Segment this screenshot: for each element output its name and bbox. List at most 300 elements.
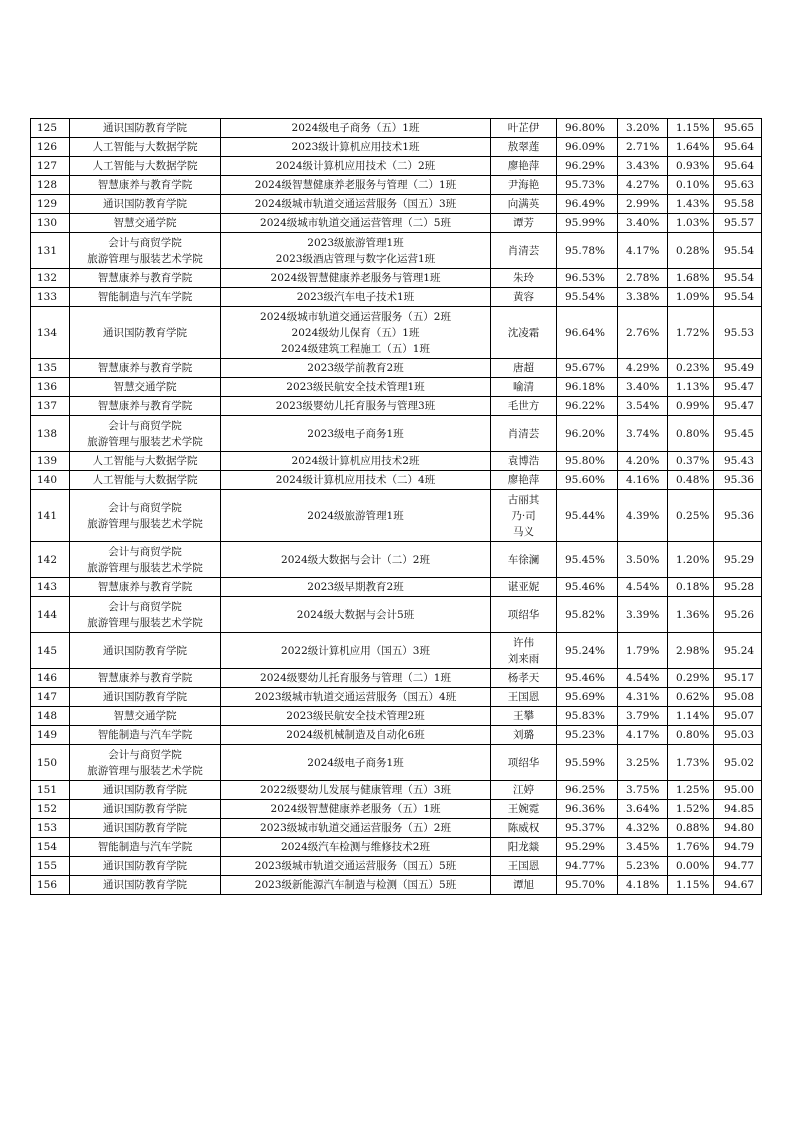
score-cell: 94.80 xyxy=(714,819,762,838)
teacher-name-cell xyxy=(491,288,557,307)
class-cell xyxy=(221,633,491,669)
teacher-name-cell-line: 王国恩 xyxy=(507,860,540,872)
rate-3-cell: 1.68% xyxy=(668,269,714,288)
rate-1-cell: 96.22% xyxy=(557,397,618,416)
rate-2-cell: 3.39% xyxy=(618,597,668,633)
rate-1-cell: 95.83% xyxy=(557,707,618,726)
college-cell-line: 人工智能与大数据学院 xyxy=(92,160,198,172)
score-cell: 95.49 xyxy=(714,359,762,378)
teacher-name-cell xyxy=(491,359,557,378)
class-cell xyxy=(221,857,491,876)
college-cell-line: 会计与商贸学院 xyxy=(108,545,182,558)
college-cell xyxy=(70,857,221,876)
score-cell: 95.00 xyxy=(714,781,762,800)
college-cell-line: 人工智能与大数据学院 xyxy=(92,141,198,153)
teacher-name-cell xyxy=(491,707,557,726)
teacher-name-cell xyxy=(491,688,557,707)
college-cell xyxy=(70,452,221,471)
teacher-name-cell xyxy=(491,416,557,452)
rate-1-cell: 95.37% xyxy=(557,819,618,838)
teacher-name-cell-line: 阳龙燚 xyxy=(507,841,540,853)
score-cell: 95.17 xyxy=(714,669,762,688)
rate-2-cell: 3.79% xyxy=(618,707,668,726)
class-cell-line: 2024级智慧健康养老服务与管理1班 xyxy=(270,272,441,284)
teacher-name-cell xyxy=(491,597,557,633)
college-cell-line: 智慧交通学院 xyxy=(113,710,177,722)
college-cell-line: 智慧交通学院 xyxy=(113,217,177,229)
score-cell: 95.54 xyxy=(714,288,762,307)
teacher-name-cell xyxy=(491,307,557,359)
college-cell-line: 智能制造与汽车学院 xyxy=(97,841,193,853)
college-cell-line: 智慧康养与教育学院 xyxy=(97,272,193,284)
score-cell: 95.54 xyxy=(714,233,762,269)
college-cell xyxy=(70,745,221,781)
rank-cell: 127 xyxy=(31,157,70,176)
rate-1-cell: 95.46% xyxy=(557,669,618,688)
class-cell xyxy=(221,597,491,633)
class-cell xyxy=(221,157,491,176)
college-cell-line: 会计与商贸学院 xyxy=(108,419,182,432)
teacher-name-cell xyxy=(491,233,557,269)
score-cell: 95.36 xyxy=(714,471,762,490)
college-cell-line: 会计与商贸学院 xyxy=(108,501,182,514)
class-cell-line: 2023级新能源汽车制造与检测（国五）5班 xyxy=(254,879,457,891)
teacher-name-cell-line: 敖翠莲 xyxy=(507,141,540,153)
class-cell-line: 2023级酒店管理与数字化运营1班 xyxy=(275,252,436,265)
class-cell-line: 2024级旅游管理1班 xyxy=(307,509,404,522)
score-cell: 94.79 xyxy=(714,838,762,857)
class-cell xyxy=(221,669,491,688)
rate-2-cell: 5.23% xyxy=(618,857,668,876)
table-row xyxy=(31,138,762,157)
table-row xyxy=(31,214,762,233)
rate-1-cell: 95.24% xyxy=(557,633,618,669)
rank-cell: 145 xyxy=(31,633,70,669)
class-cell-line: 2024级婴幼儿托育服务与管理（二）1班 xyxy=(260,672,451,684)
teacher-name-cell-line: 袁博浩 xyxy=(507,455,540,467)
rank-cell: 140 xyxy=(31,471,70,490)
college-cell xyxy=(70,176,221,195)
table-row xyxy=(31,176,762,195)
teacher-name-cell xyxy=(491,542,557,578)
rank-cell: 152 xyxy=(31,800,70,819)
rate-1-cell: 95.70% xyxy=(557,876,618,895)
college-cell-line: 智慧交通学院 xyxy=(113,381,177,393)
teacher-name-cell xyxy=(491,471,557,490)
college-cell xyxy=(70,597,221,633)
rate-2-cell: 4.31% xyxy=(618,688,668,707)
college-cell xyxy=(70,471,221,490)
table-row xyxy=(31,542,762,578)
table-row xyxy=(31,359,762,378)
class-cell-line: 2024级计算机应用技术2班 xyxy=(291,455,420,467)
rate-3-cell: 1.13% xyxy=(668,378,714,397)
table-row xyxy=(31,119,762,138)
score-cell: 94.67 xyxy=(714,876,762,895)
rate-1-cell: 96.25% xyxy=(557,781,618,800)
college-cell xyxy=(70,233,221,269)
rank-cell: 156 xyxy=(31,876,70,895)
table-row xyxy=(31,838,762,857)
rate-2-cell: 3.20% xyxy=(618,119,668,138)
table-row xyxy=(31,416,762,452)
rank-cell: 148 xyxy=(31,707,70,726)
class-cell xyxy=(221,359,491,378)
rate-3-cell: 1.52% xyxy=(668,800,714,819)
teacher-name-cell-line: 唐超 xyxy=(513,362,534,374)
rate-2-cell: 4.20% xyxy=(618,452,668,471)
teacher-name-cell-line: 江婷 xyxy=(513,784,534,796)
teacher-name-cell-line: 刘来雨 xyxy=(507,652,540,665)
table-row xyxy=(31,633,762,669)
table-row xyxy=(31,307,762,359)
table-row xyxy=(31,378,762,397)
rank-cell: 150 xyxy=(31,745,70,781)
rate-2-cell: 3.40% xyxy=(618,214,668,233)
class-cell-line: 2023级城市轨道交通运营服务（五）2班 xyxy=(260,822,451,834)
class-cell-line: 2024级大数据与会计5班 xyxy=(296,608,415,621)
rate-1-cell: 95.46% xyxy=(557,578,618,597)
rate-2-cell: 4.27% xyxy=(618,176,668,195)
table-row xyxy=(31,707,762,726)
rate-1-cell: 95.69% xyxy=(557,688,618,707)
class-cell-line: 2024级电子商务（五）1班 xyxy=(291,122,420,134)
teacher-name-cell xyxy=(491,876,557,895)
rate-1-cell: 96.36% xyxy=(557,800,618,819)
teacher-name-cell-line: 杨孝天 xyxy=(507,672,540,684)
teacher-name-cell-line: 谭旭 xyxy=(513,879,534,891)
college-cell xyxy=(70,307,221,359)
table-row xyxy=(31,397,762,416)
rate-3-cell: 1.15% xyxy=(668,119,714,138)
rate-1-cell: 96.64% xyxy=(557,307,618,359)
score-cell: 95.57 xyxy=(714,214,762,233)
class-cell xyxy=(221,397,491,416)
rate-3-cell: 0.25% xyxy=(668,490,714,542)
rate-1-cell: 96.29% xyxy=(557,157,618,176)
rate-1-cell: 96.20% xyxy=(557,416,618,452)
class-cell-line: 2024级大数据与会计（二）2班 xyxy=(281,553,430,566)
table-row xyxy=(31,195,762,214)
rank-cell: 142 xyxy=(31,542,70,578)
teacher-name-cell-line: 喻清 xyxy=(513,381,534,393)
teacher-name-cell-line: 王婉霓 xyxy=(507,803,540,815)
teacher-name-cell-line: 叶芷伊 xyxy=(507,122,540,134)
college-cell xyxy=(70,214,221,233)
college-cell xyxy=(70,819,221,838)
rate-3-cell: 0.10% xyxy=(668,176,714,195)
rate-2-cell: 3.40% xyxy=(618,378,668,397)
rate-2-cell: 4.29% xyxy=(618,359,668,378)
rate-1-cell: 95.59% xyxy=(557,745,618,781)
teacher-name-cell xyxy=(491,214,557,233)
college-cell-line: 智慧康养与教育学院 xyxy=(97,362,193,374)
college-cell-line: 通识国防教育学院 xyxy=(103,784,187,796)
class-cell xyxy=(221,416,491,452)
rate-3-cell: 1.15% xyxy=(668,876,714,895)
teacher-name-cell-line: 毛世方 xyxy=(507,400,540,412)
college-cell-line: 人工智能与大数据学院 xyxy=(92,474,198,486)
college-cell xyxy=(70,800,221,819)
class-cell-line: 2023级民航安全技术管理1班 xyxy=(286,381,425,393)
class-cell-line: 2024级计算机应用技术（二）4班 xyxy=(275,474,436,486)
teacher-name-cell-line: 许伟 xyxy=(513,636,534,649)
table-row xyxy=(31,745,762,781)
rate-3-cell: 0.99% xyxy=(668,397,714,416)
teacher-name-cell xyxy=(491,726,557,745)
rate-3-cell: 1.72% xyxy=(668,307,714,359)
teacher-name-cell xyxy=(491,397,557,416)
rate-3-cell: 1.14% xyxy=(668,707,714,726)
teacher-name-cell-line: 马义 xyxy=(513,525,534,538)
college-cell-line: 通识国防教育学院 xyxy=(103,326,187,339)
class-cell xyxy=(221,726,491,745)
rank-cell: 126 xyxy=(31,138,70,157)
rate-1-cell: 96.53% xyxy=(557,269,618,288)
teacher-name-cell-line: 车徐澜 xyxy=(507,553,540,566)
rate-3-cell: 0.00% xyxy=(668,857,714,876)
score-cell: 95.65 xyxy=(714,119,762,138)
rate-2-cell: 3.75% xyxy=(618,781,668,800)
class-cell-line: 2024级幼儿保育（五）1班 xyxy=(291,326,420,339)
score-cell: 95.47 xyxy=(714,397,762,416)
college-cell-line: 会计与商贸学院 xyxy=(108,600,182,613)
table-row xyxy=(31,876,762,895)
rank-cell: 130 xyxy=(31,214,70,233)
college-cell xyxy=(70,397,221,416)
rate-3-cell: 0.28% xyxy=(668,233,714,269)
rate-3-cell: 1.25% xyxy=(668,781,714,800)
table-row xyxy=(31,157,762,176)
rate-1-cell: 94.77% xyxy=(557,857,618,876)
college-cell-line: 会计与商贸学院 xyxy=(108,748,182,761)
rank-cell: 149 xyxy=(31,726,70,745)
rank-cell: 128 xyxy=(31,176,70,195)
teacher-name-cell-line: 古丽其 xyxy=(507,493,540,506)
rate-1-cell: 95.78% xyxy=(557,233,618,269)
rate-2-cell: 2.71% xyxy=(618,138,668,157)
score-cell: 95.64 xyxy=(714,157,762,176)
table-row xyxy=(31,669,762,688)
college-cell-line: 旅游管理与服装艺术学院 xyxy=(87,435,203,448)
score-cell: 95.07 xyxy=(714,707,762,726)
college-cell xyxy=(70,876,221,895)
teacher-name-cell xyxy=(491,800,557,819)
class-cell xyxy=(221,176,491,195)
table-row xyxy=(31,578,762,597)
rate-2-cell: 3.64% xyxy=(618,800,668,819)
rate-2-cell: 4.16% xyxy=(618,471,668,490)
class-cell xyxy=(221,214,491,233)
class-cell xyxy=(221,119,491,138)
college-cell-line: 旅游管理与服装艺术学院 xyxy=(87,517,203,530)
rank-cell: 131 xyxy=(31,233,70,269)
rank-cell: 134 xyxy=(31,307,70,359)
teacher-name-cell xyxy=(491,195,557,214)
rate-2-cell: 3.50% xyxy=(618,542,668,578)
college-cell-line: 旅游管理与服装艺术学院 xyxy=(87,252,203,265)
class-cell-line: 2024级智慧健康养老服务与管理（二）1班 xyxy=(254,179,457,191)
ranking-table-body xyxy=(31,119,762,895)
rate-2-cell: 4.39% xyxy=(618,490,668,542)
rate-1-cell: 95.67% xyxy=(557,359,618,378)
score-cell: 95.02 xyxy=(714,745,762,781)
teacher-name-cell xyxy=(491,838,557,857)
teacher-name-cell-line: 刘璐 xyxy=(513,729,534,741)
class-cell-line: 2024级城市轨道交通运营管理（二）5班 xyxy=(260,217,451,229)
rank-cell: 125 xyxy=(31,119,70,138)
rate-2-cell: 4.18% xyxy=(618,876,668,895)
college-cell xyxy=(70,688,221,707)
class-cell-line: 2024级机械制造及自动化6班 xyxy=(286,729,425,741)
teacher-name-cell-line: 项绍华 xyxy=(507,756,540,769)
rate-3-cell: 1.43% xyxy=(668,195,714,214)
college-cell xyxy=(70,726,221,745)
rate-1-cell: 95.80% xyxy=(557,452,618,471)
college-cell xyxy=(70,288,221,307)
score-cell: 94.85 xyxy=(714,800,762,819)
class-cell xyxy=(221,452,491,471)
teacher-name-cell xyxy=(491,138,557,157)
table-row xyxy=(31,857,762,876)
class-cell xyxy=(221,838,491,857)
rate-2-cell: 1.79% xyxy=(618,633,668,669)
class-cell-line: 2023级城市轨道交通运营服务（国五）4班 xyxy=(254,691,457,703)
table-row xyxy=(31,471,762,490)
class-cell-line: 2024级汽车检测与维修技术2班 xyxy=(281,841,430,853)
teacher-name-cell xyxy=(491,857,557,876)
teacher-name-cell-line: 黄容 xyxy=(513,291,534,303)
score-cell: 95.47 xyxy=(714,378,762,397)
class-cell xyxy=(221,471,491,490)
rate-3-cell: 1.20% xyxy=(668,542,714,578)
rate-2-cell: 2.99% xyxy=(618,195,668,214)
rank-cell: 153 xyxy=(31,819,70,838)
table-row xyxy=(31,688,762,707)
class-cell xyxy=(221,378,491,397)
teacher-name-cell-line: 肖清芸 xyxy=(507,244,540,257)
teacher-name-cell-line: 沈凌霜 xyxy=(507,326,540,339)
score-cell: 95.58 xyxy=(714,195,762,214)
college-cell-line: 人工智能与大数据学院 xyxy=(92,455,198,467)
class-cell-line: 2023级汽车电子技术1班 xyxy=(296,291,415,303)
rate-3-cell: 0.80% xyxy=(668,726,714,745)
class-cell-line: 2023级婴幼儿托育服务与管理3班 xyxy=(275,400,436,412)
score-cell: 95.54 xyxy=(714,269,762,288)
table-row xyxy=(31,233,762,269)
rate-1-cell: 95.60% xyxy=(557,471,618,490)
teacher-name-cell-line: 向满英 xyxy=(507,198,540,210)
rate-1-cell: 96.49% xyxy=(557,195,618,214)
teacher-name-cell xyxy=(491,633,557,669)
rate-3-cell: 0.88% xyxy=(668,819,714,838)
college-cell xyxy=(70,838,221,857)
class-cell xyxy=(221,819,491,838)
class-cell-line: 2024级智慧健康养老服务（五）1班 xyxy=(270,803,441,815)
rate-1-cell: 95.45% xyxy=(557,542,618,578)
class-cell xyxy=(221,800,491,819)
rate-3-cell: 0.29% xyxy=(668,669,714,688)
college-cell-line: 通识国防教育学院 xyxy=(103,122,187,134)
rate-1-cell: 95.23% xyxy=(557,726,618,745)
class-cell xyxy=(221,288,491,307)
class-cell-line: 2022级计算机应用（国五）3班 xyxy=(281,644,430,657)
rate-1-cell: 95.82% xyxy=(557,597,618,633)
class-cell xyxy=(221,195,491,214)
class-cell xyxy=(221,876,491,895)
score-cell: 95.63 xyxy=(714,176,762,195)
rate-3-cell: 0.37% xyxy=(668,452,714,471)
rank-cell: 147 xyxy=(31,688,70,707)
rate-3-cell: 2.98% xyxy=(668,633,714,669)
rate-1-cell: 96.18% xyxy=(557,378,618,397)
rank-cell: 136 xyxy=(31,378,70,397)
college-cell xyxy=(70,781,221,800)
class-cell-line: 2024级城市轨道交通运营服务（国五）3班 xyxy=(254,198,457,210)
rate-3-cell: 1.09% xyxy=(668,288,714,307)
class-cell-line: 2023级电子商务1班 xyxy=(307,427,404,440)
rank-cell: 135 xyxy=(31,359,70,378)
college-cell xyxy=(70,542,221,578)
rate-2-cell: 2.76% xyxy=(618,307,668,359)
rate-2-cell: 3.54% xyxy=(618,397,668,416)
class-cell-line: 2022级婴幼儿发展与健康管理（五）3班 xyxy=(260,784,451,796)
class-cell xyxy=(221,745,491,781)
rank-cell: 139 xyxy=(31,452,70,471)
college-cell-line: 通识国防教育学院 xyxy=(103,803,187,815)
score-cell: 95.43 xyxy=(714,452,762,471)
rank-cell: 155 xyxy=(31,857,70,876)
teacher-name-cell xyxy=(491,452,557,471)
college-cell-line: 通识国防教育学院 xyxy=(103,822,187,834)
rate-2-cell: 3.43% xyxy=(618,157,668,176)
table-row xyxy=(31,726,762,745)
class-cell-line: 2023级计算机应用技术1班 xyxy=(291,141,420,153)
rate-2-cell: 3.45% xyxy=(618,838,668,857)
rank-cell: 138 xyxy=(31,416,70,452)
table-row xyxy=(31,819,762,838)
teacher-name-cell xyxy=(491,669,557,688)
college-cell xyxy=(70,269,221,288)
college-cell-line: 通识国防教育学院 xyxy=(103,691,187,703)
rate-1-cell: 95.54% xyxy=(557,288,618,307)
rate-1-cell: 95.29% xyxy=(557,838,618,857)
college-cell-line: 智慧康养与教育学院 xyxy=(97,179,193,191)
table-row xyxy=(31,288,762,307)
teacher-name-cell-line: 项绍华 xyxy=(507,608,540,621)
table-row xyxy=(31,597,762,633)
teacher-name-cell-line: 肖清芸 xyxy=(507,427,540,440)
teacher-name-cell xyxy=(491,490,557,542)
teacher-name-cell xyxy=(491,269,557,288)
rate-1-cell: 95.44% xyxy=(557,490,618,542)
rate-2-cell: 3.25% xyxy=(618,745,668,781)
rate-2-cell: 4.32% xyxy=(618,819,668,838)
college-cell-line: 旅游管理与服装艺术学院 xyxy=(87,561,203,574)
teacher-name-cell xyxy=(491,176,557,195)
class-cell-line: 2024级计算机应用技术（二）2班 xyxy=(275,160,436,172)
class-cell xyxy=(221,138,491,157)
rate-3-cell: 0.93% xyxy=(668,157,714,176)
college-cell xyxy=(70,359,221,378)
table-row xyxy=(31,490,762,542)
teacher-name-cell-line: 王国恩 xyxy=(507,691,540,703)
rate-1-cell: 95.99% xyxy=(557,214,618,233)
table-row xyxy=(31,269,762,288)
college-cell xyxy=(70,119,221,138)
teacher-name-cell xyxy=(491,578,557,597)
score-cell: 95.26 xyxy=(714,597,762,633)
